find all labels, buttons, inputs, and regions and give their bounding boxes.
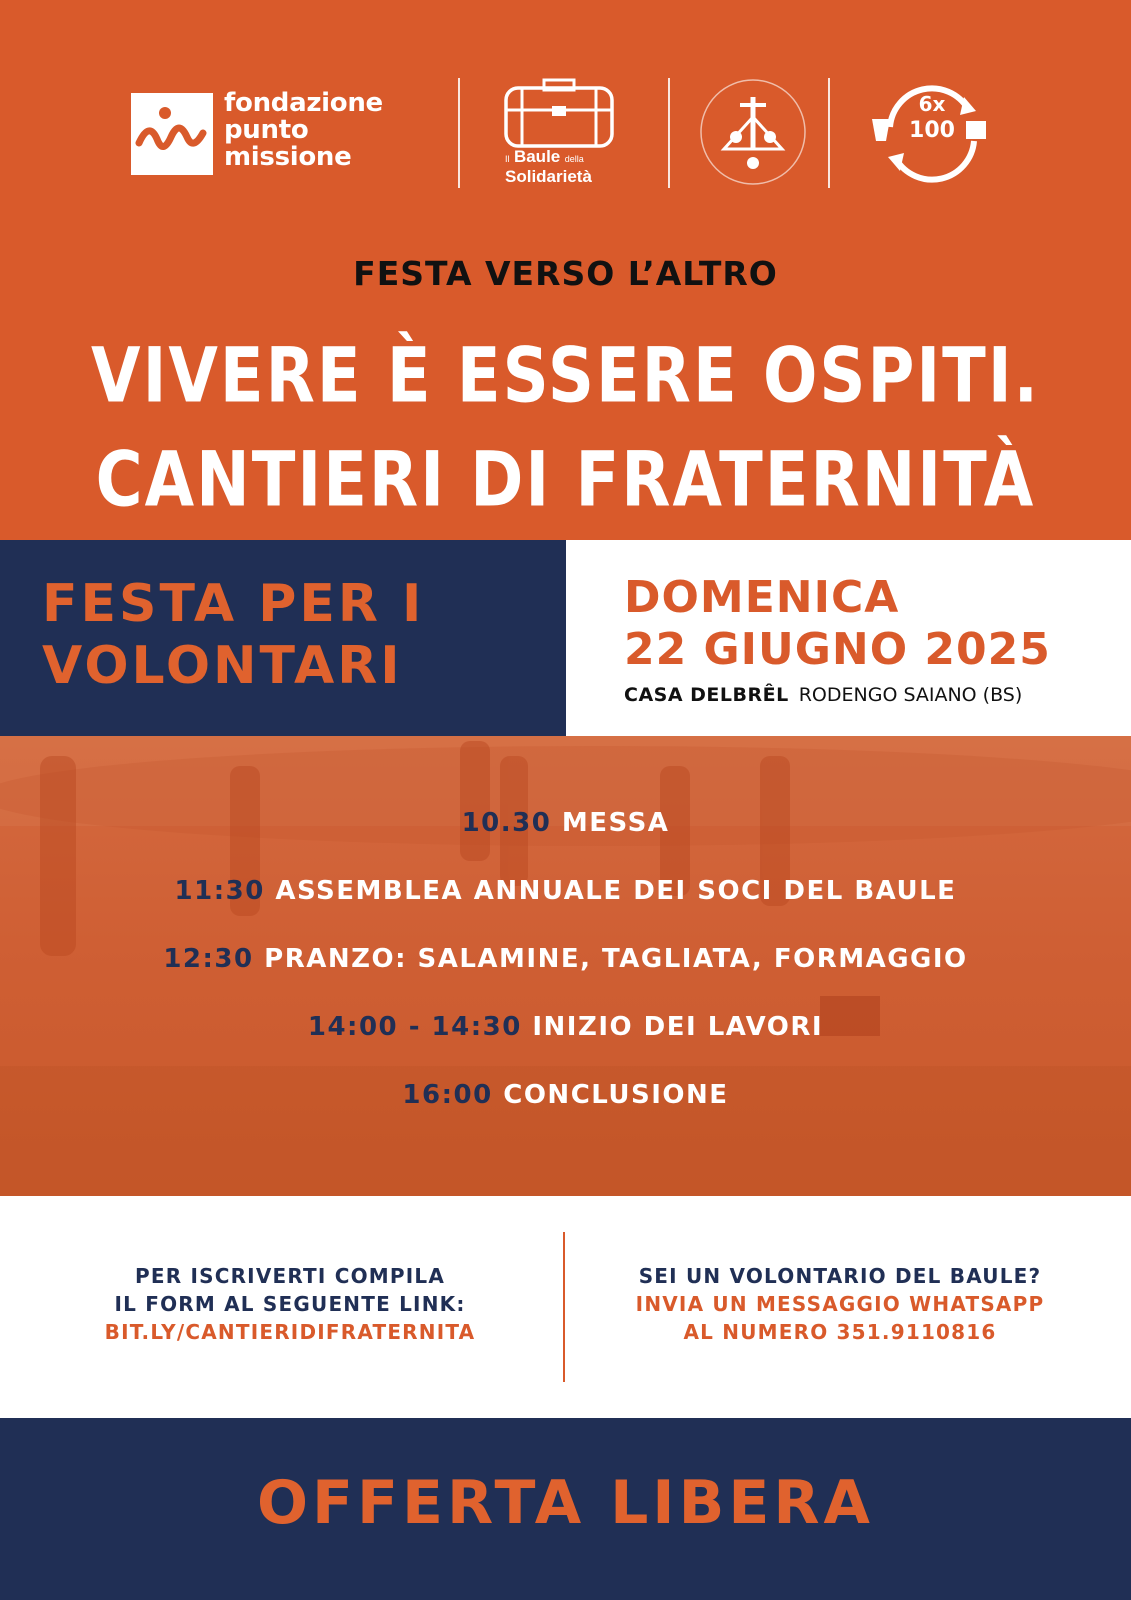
signup-line2: IL FORM AL SEGUENTE LINK:: [114, 1292, 466, 1316]
baule-wordmark: [505, 148, 592, 186]
event-weekday: DOMENICA: [624, 572, 900, 623]
eyebrow-title: FESTA VERSO L’ALTRO: [353, 254, 778, 293]
event-title-line1: FESTA PER I: [42, 574, 425, 634]
baule-della: della: [564, 154, 584, 164]
schedule-item: [0, 808, 1131, 838]
baule-word: Baule: [513, 147, 561, 166]
schedule-time: 11:30: [174, 876, 265, 906]
logo-divider: [828, 78, 830, 188]
venue-location: RODENGO SAIANO (BS): [798, 684, 1023, 706]
schedule-time: 12:30: [163, 944, 254, 974]
baule-solidarieta: Solidarietà: [505, 167, 592, 186]
fondazione-mark-icon: [131, 93, 213, 175]
signup-line1: PER ISCRIVERTI COMPILA: [134, 1264, 446, 1288]
fondazione-wordmark: [224, 90, 383, 171]
carmelitano-seal-icon: [696, 75, 811, 190]
venue-name: CASA DELBRÊL: [624, 684, 789, 706]
fondazione-logo: [0, 70, 440, 195]
baule-il: Il: [505, 154, 510, 164]
event-title-line2: VOLONTARI: [42, 636, 403, 696]
svg-text:100: 100: [909, 118, 955, 143]
headline: [0, 325, 1131, 533]
fondazione-line2: punto: [224, 115, 309, 145]
schedule-item: [0, 944, 1131, 974]
event-date: [624, 572, 1051, 676]
svg-text:6x: 6x: [918, 92, 946, 116]
headline-line1: VIVERE È ESSERE OSPITI.: [91, 333, 1040, 421]
six-by-hundred-icon: [868, 75, 996, 193]
schedule-activity: MESSA: [561, 808, 670, 838]
info-divider: [563, 1232, 565, 1382]
fondazione-line3: missione: [224, 142, 352, 172]
logo-divider: [458, 78, 460, 188]
schedule-time: 10.30: [461, 808, 552, 838]
schedule-item: [0, 876, 1131, 906]
schedule-activity: ASSEMBLEA ANNUALE DEI SOCI DEL BAULE: [275, 876, 957, 906]
event-title: [42, 573, 424, 697]
schedule-time: 16:00: [402, 1080, 493, 1110]
partner-logos: [0, 70, 1131, 195]
schedule-item: [0, 1012, 1131, 1042]
signup-info: [30, 1262, 550, 1346]
logo-divider: [668, 78, 670, 188]
signup-link[interactable]: BIT.LY/CANTIERIDIFRATERNITA: [104, 1320, 476, 1344]
volunteer-info: [580, 1262, 1100, 1346]
schedule-activity: PRANZO: SALAMINE, TAGLIATA, FORMAGGIO: [264, 944, 968, 974]
schedule-activity: INIZIO DEI LAVORI: [532, 1012, 824, 1042]
schedule-time: 14:00 - 14:30: [307, 1012, 522, 1042]
schedule-item: [0, 1080, 1131, 1110]
volunteer-phone: AL NUMERO 351.9110816: [683, 1320, 997, 1344]
event-place: [624, 684, 1022, 706]
event-day: 22 GIUGNO 2025: [624, 624, 1051, 675]
headline-line2: CANTIERI DI FRATERNITÀ: [95, 437, 1036, 525]
volunteer-line1: SEI UN VOLONTARIO DEL BAULE?: [638, 1264, 1042, 1288]
schedule-activity: CONCLUSIONE: [503, 1080, 729, 1110]
header-band: [0, 0, 1131, 540]
fondazione-line1: fondazione: [224, 88, 383, 118]
offer-text: OFFERTA LIBERA: [257, 1468, 874, 1538]
volunteer-line2: INVIA UN MESSAGGIO WHATSAPP: [635, 1292, 1045, 1316]
